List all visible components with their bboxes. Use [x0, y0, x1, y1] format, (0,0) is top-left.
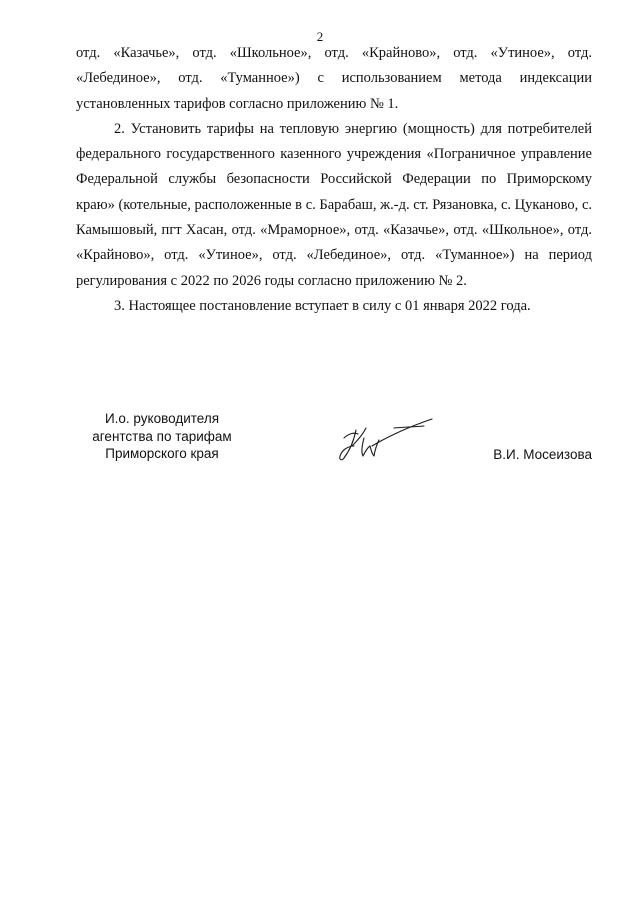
signature-block	[72, 410, 592, 470]
paragraph-continuation: отд. «Казачье», отд. «Школьное», отд. «Крайново», отд. «Утиное», отд. «Лебединое», отд. «Туманное») с использованием метода индексации установленных тарифов согласно приложению № 1.	[76, 45, 592, 112]
signer-position-line: агентства по тарифам	[92, 428, 232, 444]
signer-position	[72, 410, 252, 463]
handwritten-signature	[334, 416, 434, 466]
paragraph-item-2: 2. Установить тарифы на тепловую энергию (мощность) для потребителей федерального государственного казенного учреждения «Пограничное управление Федеральной службы безопасности Российской Федерации по Приморскому краю» (котельные, расположенные в с. Барабаш, ж.-д. ст. Рязановка, с. Цуканово, с. Камышовый, пгт Хасан, отд. «Мраморное», отд. «Казачье», отд. «Школьное», отд. «Крайново», отд. «Утиное», отд. «Лебединое», отд. «Туманное») на период регулирования с 2022 по 2026 годы согласно приложению № 2.	[76, 120, 592, 289]
signer-position-line: Приморского края	[105, 446, 219, 461]
page-number: 2	[316, 29, 324, 44]
paragraph-item-3: 3. Настоящее постановление вступает в силу с 01 января 2022 года.	[114, 297, 531, 314]
signer-name: В.И. Мосеизова	[493, 447, 592, 462]
document-body	[76, 41, 592, 319]
signer-position-line: И.о. руководителя	[104, 411, 220, 426]
